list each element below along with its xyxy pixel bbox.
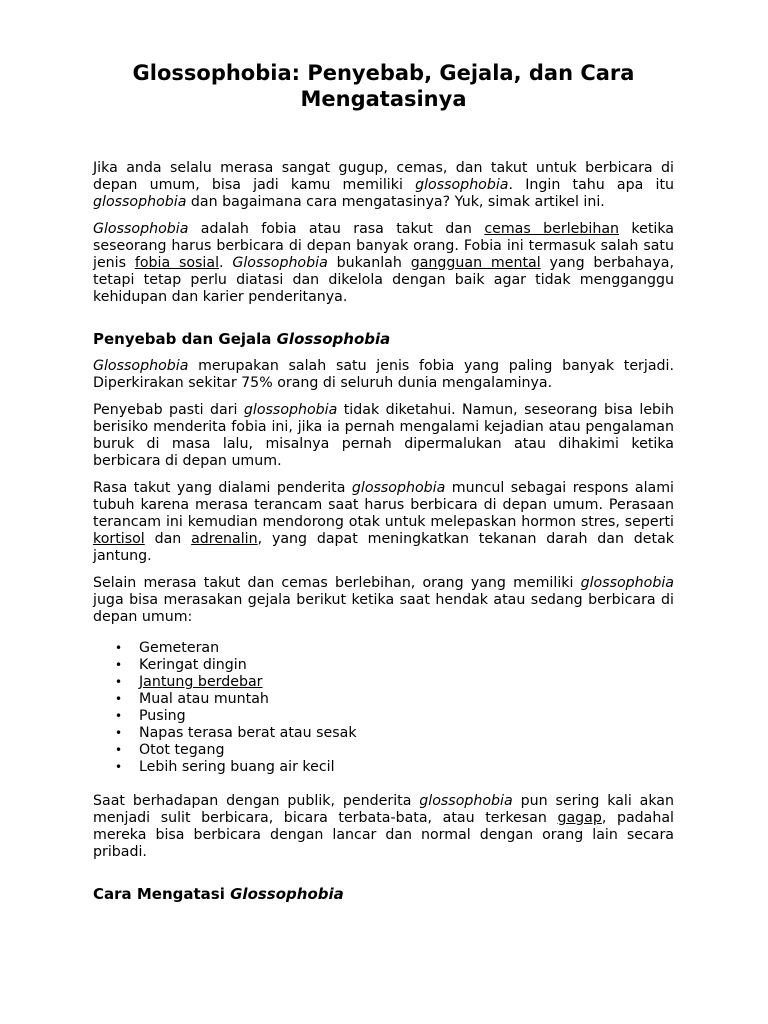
text-italic: glossophobia xyxy=(93,194,187,210)
list-item xyxy=(115,708,674,725)
page-title: Glossophobia: Penyebab, Gejala, dan Cara Mengatasinya xyxy=(132,61,635,111)
list-item xyxy=(115,640,674,657)
text: . xyxy=(219,255,233,271)
text: Selain merasa takut dan cemas berlebihan, orang yang memiliki xyxy=(93,575,581,591)
link-kortisol[interactable]: kortisol xyxy=(93,531,145,547)
section-heading-cara-mengatasi xyxy=(93,885,674,903)
text: . Ingin tahu apa itu xyxy=(508,177,674,193)
text-italic: glossophobia xyxy=(419,793,513,809)
text: yang berbahaya, tetapi tetap perlu diatasi dan dikelola dengan baik agar tidak mengganggu kehidupan dan karier penderitanya. xyxy=(93,255,674,305)
list-item-text: Keringat dingin xyxy=(139,657,247,673)
text: , yang dapat meningkatkan tekanan darah dan detak jantung. xyxy=(93,531,675,564)
list-item-text: Gemeteran xyxy=(139,640,220,656)
text: , padahal mereka bisa berbicara dengan lancar dan normal dengan orang lain secara pribadi. xyxy=(93,810,674,860)
text: pun sering kali akan menjadi sulit berbicara, bicara terbata-bata, atau terkesan xyxy=(93,793,674,826)
link-jantung-berdebar[interactable]: Jantung berdebar xyxy=(139,674,263,690)
bullet-icon: • xyxy=(115,743,123,757)
text-italic: glossophobia xyxy=(351,480,446,496)
text: adalah fobia atau rasa takut dan xyxy=(188,221,485,237)
text: muncul sebagai respons alami tubuh karena merasa terancam saat harus berbicara di depan umum. Perasaan terancam ini kemudian mendorong otak untuk melepaskan hormon stres, seperti xyxy=(93,480,674,530)
text: Saat berhadapan dengan publik, penderita xyxy=(93,793,420,809)
text: tidak diketahui. Namun, seseorang bisa lebih berisiko menderita fobia ini, jika ia pernah mengalami kejadian atau pengalaman buruk di masa lalu, misalnya pernah dipermalukan atau dihakimi ketika berbicara di depan umum. xyxy=(93,402,674,469)
link-adrenalin[interactable]: adrenalin xyxy=(191,531,258,547)
text-italic: glossophobia xyxy=(415,177,509,193)
text: merupakan salah satu jenis fobia yang paling banyak terjadi. Diperkirakan sekitar 75% orang di seluruh dunia mengalaminya. xyxy=(93,358,674,391)
text: Jika anda selalu merasa sangat gugup, cemas, dan takut untuk berbicara di depan umum, bisa jadi kamu memiliki xyxy=(93,160,674,193)
bullet-icon: • xyxy=(115,709,123,723)
list-item xyxy=(115,691,674,708)
text: bukanlah xyxy=(327,255,411,271)
text-italic: Glossophobia xyxy=(93,221,189,237)
link-gagap[interactable]: gagap xyxy=(557,810,602,826)
response-paragraph xyxy=(93,480,674,565)
text: Penyebab dan Gejala xyxy=(93,330,277,348)
text: Penyebab pasti dari xyxy=(93,402,244,418)
bullet-icon: • xyxy=(115,675,123,689)
list-item xyxy=(115,742,674,759)
link-cemas-berlebihan[interactable]: cemas berlebihan xyxy=(484,221,619,237)
list-item-text: Pusing xyxy=(139,708,186,724)
text: Cara Mengatasi xyxy=(93,885,231,903)
text-italic: Glossophobia xyxy=(230,885,344,903)
symptoms-list xyxy=(93,640,674,776)
text: dan bagaimana cara mengatasinya? Yuk, simak artikel ini. xyxy=(186,194,605,210)
list-item-text: Napas terasa berat atau sesak xyxy=(139,725,357,741)
cause-paragraph xyxy=(93,402,674,470)
text-italic: glossophobia xyxy=(580,575,674,591)
bullet-icon: • xyxy=(115,692,123,706)
link-gangguan-mental[interactable]: gangguan mental xyxy=(410,255,541,271)
section-heading-penyebab xyxy=(93,330,674,348)
prevalence-paragraph xyxy=(93,358,674,392)
list-item xyxy=(115,725,674,742)
text: ketika seseorang harus berbicara di depan banyak orang. Fobia ini termasuk salah satu jenis xyxy=(93,221,674,271)
list-item-text: Mual atau muntah xyxy=(139,691,269,707)
public-speaking-paragraph xyxy=(93,793,674,861)
text-italic: Glossophobia xyxy=(93,358,189,374)
text: juga bisa merasakan gejala berikut ketika saat hendak atau sedang berbicara di depan umum: xyxy=(93,592,674,625)
intro-paragraph xyxy=(93,160,674,211)
text-italic: Glossophobia xyxy=(232,255,328,271)
text-italic: Glossophobia xyxy=(276,330,391,348)
symptoms-intro-paragraph xyxy=(93,575,674,626)
bullet-icon: • xyxy=(115,760,123,774)
definition-paragraph xyxy=(93,221,674,306)
link-fobia-sosial[interactable]: fobia sosial xyxy=(134,255,220,271)
bullet-icon: • xyxy=(115,658,123,672)
list-item-text: Lebih sering buang air kecil xyxy=(139,759,335,775)
text: Rasa takut yang dialami penderita xyxy=(93,480,352,496)
list-item xyxy=(115,759,674,776)
list-item xyxy=(115,674,674,691)
text: dan xyxy=(144,531,192,547)
text-italic: glossophobia xyxy=(243,402,338,418)
list-item xyxy=(115,657,674,674)
bullet-icon: • xyxy=(115,726,123,740)
list-item-text: Otot tegang xyxy=(139,742,225,758)
bullet-icon: • xyxy=(115,641,123,655)
